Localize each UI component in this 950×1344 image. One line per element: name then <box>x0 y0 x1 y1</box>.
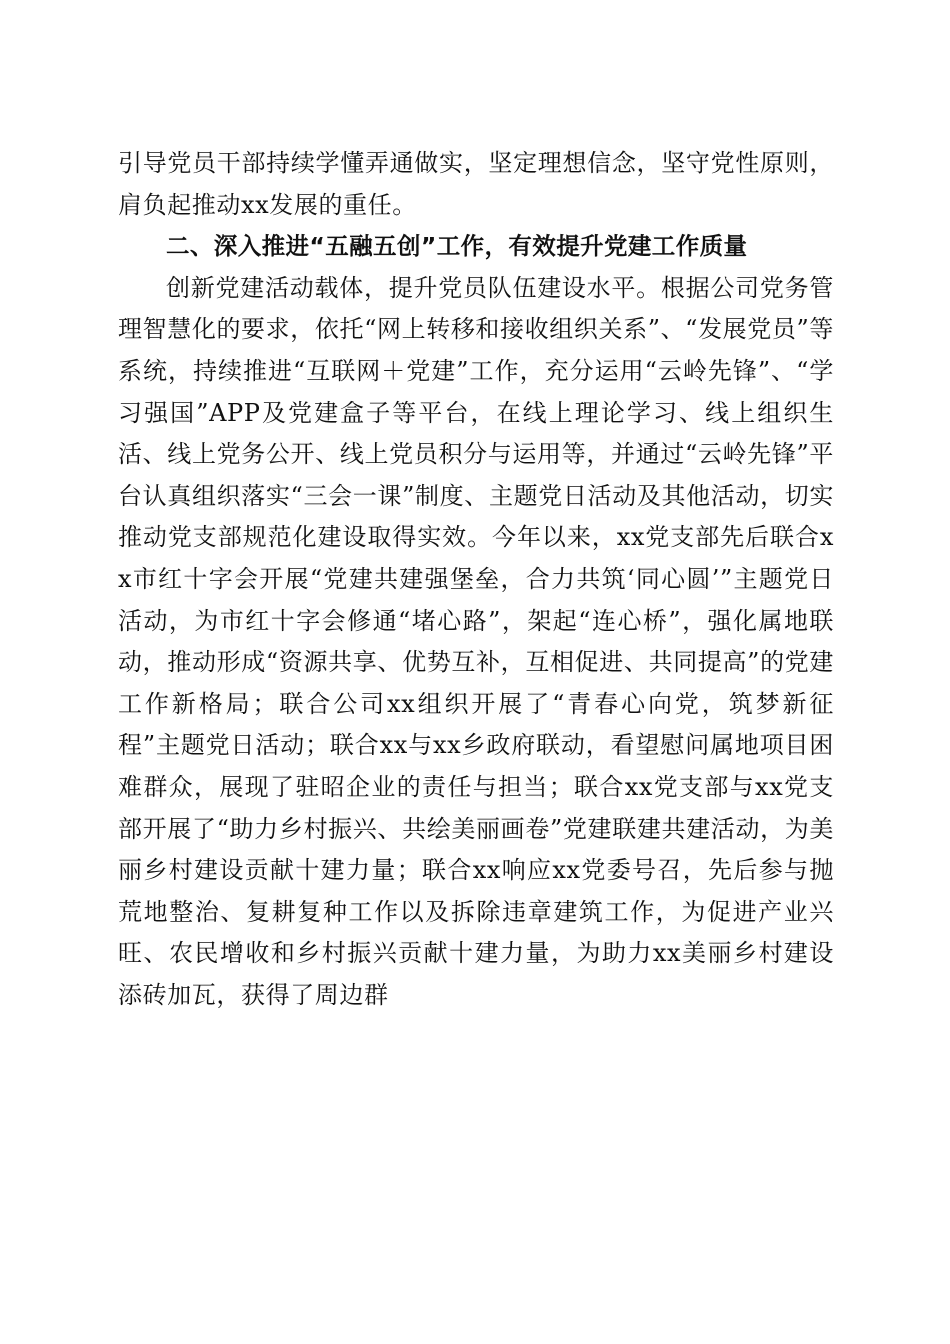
document-body <box>118 143 834 1016</box>
body-paragraph: 创新党建活动载体，提升党员队伍建设水平。根据公司党务管理智慧化的要求，依托“网上转移和接收组织关系”、“发展党员”等系统，持续推进“互联网＋党建”工作，充分运用“云岭先锋”、“学习强国”APP及党建盒子等平台，在线上理论学习、线上组织生活、线上党务公开、线上党员积分与运用等，并通过“云岭先锋”平台认真组织落实“三会一课”制度、主题党日活动及其他活动，切实推动党支部规范化建设取得实效。今年以来，xx党支部先后联合xx市红十字会开展“党建共建强堡垒，合力共筑‘同心圆’”主题党日活动，为市红十字会修通“堵心路”，架起“连心桥”，强化属地联动，推动形成“资源共享、优势互补，互相促进、共同提高”的党建工作新格局；联合公司xx组织开展了“青春心向党，筑梦新征程”主题党日活动；联合xx与xx乡政府联动，看望慰问属地项目困难群众，展现了驻昭企业的责任与担当；联合xx党支部与xx党支部开展了“助力乡村振兴、共绘美丽画卷”党建联建共建活动，为美丽乡村建设贡献十建力量；联合xx响应xx党委号召，先后参与抛荒地整治、复耕复种工作以及拆除违章建筑工作，为促进产业兴旺、农民增收和乡村振兴贡献十建力量，为助力xx美丽乡村建设添砖加瓦，获得了周边群 <box>118 273 834 1009</box>
section-heading: 二、深入推进“五融五创”工作，有效提升党建工作质量 <box>166 232 748 261</box>
body-paragraph-continuation: 引导党员干部持续学懂弄通做实，坚定理想信念，坚守党性原则，肩负起推动xx发展的重任。 <box>118 149 834 219</box>
